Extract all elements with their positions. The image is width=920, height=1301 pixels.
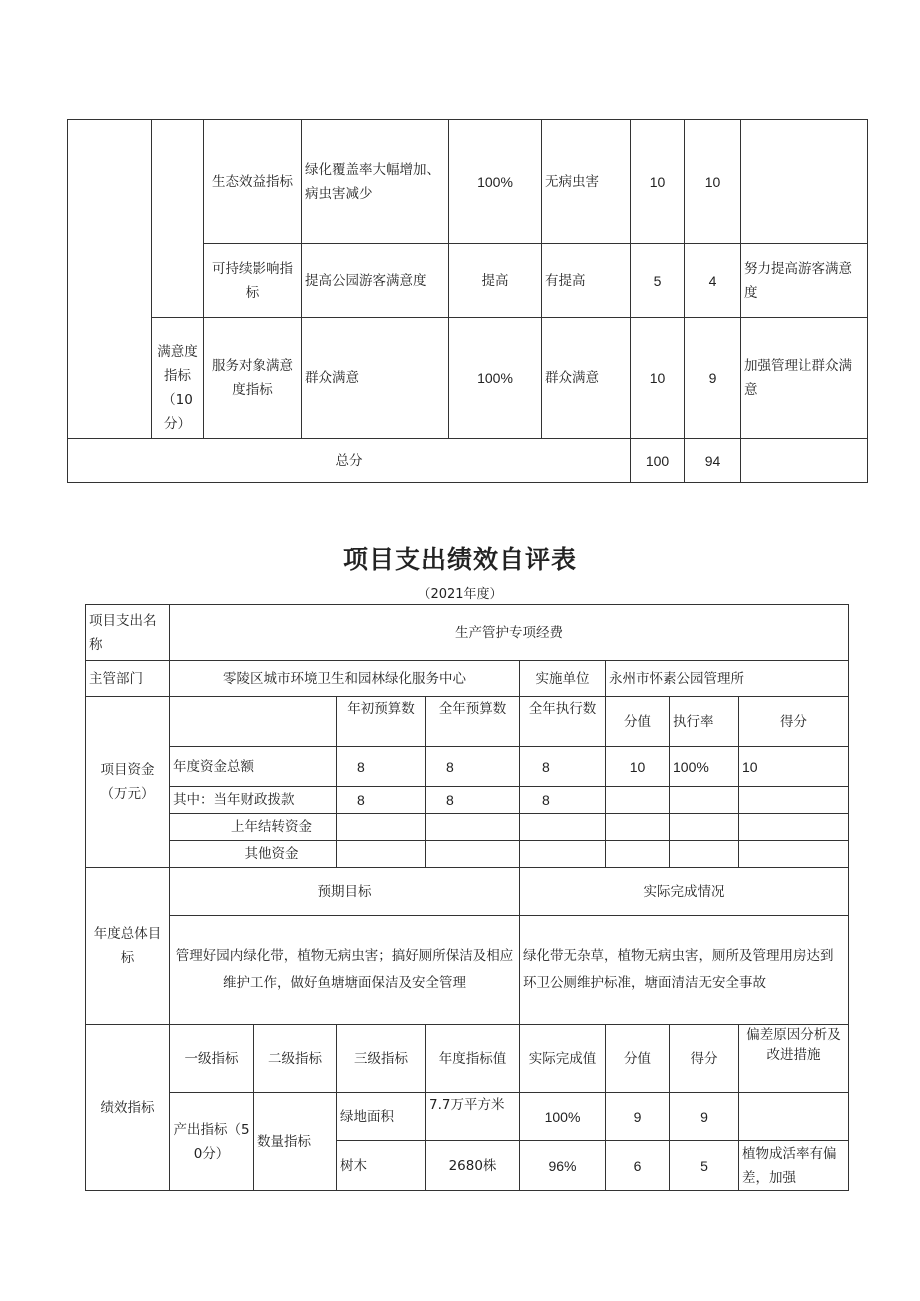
table-row <box>68 318 868 439</box>
perf-header-score-value: 分值 <box>606 1025 670 1093</box>
funds-annual: 8 <box>426 787 520 814</box>
project-name-label: 项目支出名称 <box>86 605 170 661</box>
perf-notes: 植物成活率有偏差，加强 <box>739 1141 849 1191</box>
funds-annual <box>426 814 520 841</box>
perf-header-level1: 一级指标 <box>170 1025 254 1093</box>
funds-score-value: 10 <box>606 747 670 787</box>
actual-cell: 有提高 <box>542 244 631 318</box>
goal-header-row <box>86 868 849 916</box>
content-cell: 群众满意 <box>302 318 449 439</box>
score-cell: 10 <box>685 120 741 244</box>
funds-initial <box>337 841 426 868</box>
dept-label: 主管部门 <box>86 661 170 697</box>
notes-cell: 努力提高游客满意度 <box>741 244 868 318</box>
funds-header-initial: 年初预算数 <box>337 697 426 747</box>
level2-cell <box>152 120 204 318</box>
total-label: 总分 <box>68 439 631 483</box>
perf-score: 5 <box>670 1141 739 1191</box>
score-cell: 4 <box>685 244 741 318</box>
funds-score: 10 <box>739 747 849 787</box>
actual-cell: 群众满意 <box>542 318 631 439</box>
table-row <box>68 120 868 244</box>
level2-cell: 满意度指标（10分） <box>152 318 204 439</box>
level3-cell: 服务对象满意度指标 <box>204 318 302 439</box>
funds-header-executed: 全年执行数 <box>520 697 606 747</box>
perf-level2: 数量指标 <box>254 1093 337 1191</box>
notes-cell: 加强管理让群众满意 <box>741 318 868 439</box>
funds-row <box>86 747 849 787</box>
perf-header-actual: 实际完成值 <box>520 1025 606 1093</box>
funds-row-label: 其中：当年财政拨款 <box>170 787 337 814</box>
year-label: （2021年度） <box>417 587 503 602</box>
perf-level3: 绿地面积 <box>337 1093 426 1141</box>
perf-actual: 96% <box>520 1141 606 1191</box>
content-cell: 提高公园游客满意度 <box>302 244 449 318</box>
dept-value: 零陵区城市环境卫生和园林绿化服务中心 <box>170 661 520 697</box>
unit-label: 实施单位 <box>520 661 606 697</box>
score-value-cell: 5 <box>631 244 685 318</box>
score-value-cell: 10 <box>631 318 685 439</box>
perf-score-value: 6 <box>606 1141 670 1191</box>
score-cell: 9 <box>685 318 741 439</box>
notes-cell <box>741 120 868 244</box>
page-title: 项目支出绩效自评表 <box>342 545 577 574</box>
funds-score <box>739 814 849 841</box>
funds-score-value <box>606 841 670 868</box>
funds-executed <box>520 814 606 841</box>
perf-header-level2: 二级指标 <box>254 1025 337 1093</box>
perf-header-level3: 三级指标 <box>337 1025 426 1093</box>
total-row <box>68 439 868 483</box>
perf-header-notes: 偏差原因分析及改进措施 <box>739 1025 849 1093</box>
department-row <box>86 661 849 697</box>
funds-rate <box>670 814 739 841</box>
funds-score-value <box>606 814 670 841</box>
funds-row <box>86 841 849 868</box>
funds-initial <box>337 814 426 841</box>
goal-label: 年度总体目标 <box>86 868 170 1025</box>
funds-score-value <box>606 787 670 814</box>
funds-row <box>86 814 849 841</box>
target-cell: 100% <box>449 318 542 439</box>
perf-level3: 树木 <box>337 1141 426 1191</box>
content-cell: 绿化覆盖率大幅增加、病虫害减少 <box>302 120 449 244</box>
perf-header-score: 得分 <box>670 1025 739 1093</box>
project-name-row <box>86 605 849 661</box>
perf-notes <box>739 1093 849 1141</box>
table-row <box>86 1093 849 1141</box>
goal-expected-header: 预期目标 <box>170 868 520 916</box>
funds-initial: 8 <box>337 787 426 814</box>
funds-row-label: 上年结转资金 <box>170 814 337 841</box>
funds-score <box>739 841 849 868</box>
perf-level1: 产出指标（50分） <box>170 1093 254 1191</box>
funds-executed: 8 <box>520 747 606 787</box>
funds-annual: 8 <box>426 747 520 787</box>
funds-score <box>739 787 849 814</box>
funds-header-rate: 执行率 <box>670 697 739 747</box>
goal-actual-header: 实际完成情况 <box>520 868 849 916</box>
actual-cell: 无病虫害 <box>542 120 631 244</box>
target-cell: 100% <box>449 120 542 244</box>
goal-row <box>86 916 849 1025</box>
funds-initial: 8 <box>337 747 426 787</box>
funds-executed <box>520 841 606 868</box>
total-notes <box>741 439 868 483</box>
level3-cell: 可持续影响指标 <box>204 244 302 318</box>
funds-row-label: 年度资金总额 <box>170 747 337 787</box>
funds-label: 项目资金（万元） <box>86 697 170 868</box>
funds-corner <box>170 697 337 747</box>
total-score: 94 <box>685 439 741 483</box>
perf-actual: 100% <box>520 1093 606 1141</box>
unit-value: 永州市怀素公园管理所 <box>606 661 849 697</box>
self-evaluation-table <box>85 604 849 1191</box>
goal-expected: 管理好园内绿化带，植物无病虫害；搞好厕所保洁及相应维护工作，做好鱼塘塘面保洁及安全管理 <box>170 916 520 1025</box>
funds-row <box>86 787 849 814</box>
funds-rate <box>670 787 739 814</box>
funds-row-label: 其他资金 <box>170 841 337 868</box>
perf-header-target: 年度指标值 <box>426 1025 520 1093</box>
project-name-value: 生产管护专项经费 <box>170 605 849 661</box>
perf-header-row <box>86 1025 849 1093</box>
perf-score: 9 <box>670 1093 739 1141</box>
total-score-value: 100 <box>631 439 685 483</box>
funds-annual <box>426 841 520 868</box>
funds-header-score: 得分 <box>739 697 849 747</box>
perf-target: 7.7万平方米 <box>426 1093 520 1141</box>
level1-cell <box>68 120 152 439</box>
perf-label: 绩效指标 <box>86 1025 170 1191</box>
funds-executed: 8 <box>520 787 606 814</box>
funds-rate: 100% <box>670 747 739 787</box>
funds-header-row <box>86 697 849 747</box>
goal-actual: 绿化带无杂草，植物无病虫害，厕所及管理用房达到环卫公厕维护标准，塘面清洁无安全事故 <box>520 916 849 1025</box>
target-cell: 提高 <box>449 244 542 318</box>
perf-score-value: 9 <box>606 1093 670 1141</box>
perf-target: 2680株 <box>426 1141 520 1191</box>
funds-header-score-value: 分值 <box>606 697 670 747</box>
performance-table-continued <box>67 119 868 483</box>
funds-header-annual: 全年预算数 <box>426 697 520 747</box>
funds-rate <box>670 841 739 868</box>
level3-cell: 生态效益指标 <box>204 120 302 244</box>
score-value-cell: 10 <box>631 120 685 244</box>
